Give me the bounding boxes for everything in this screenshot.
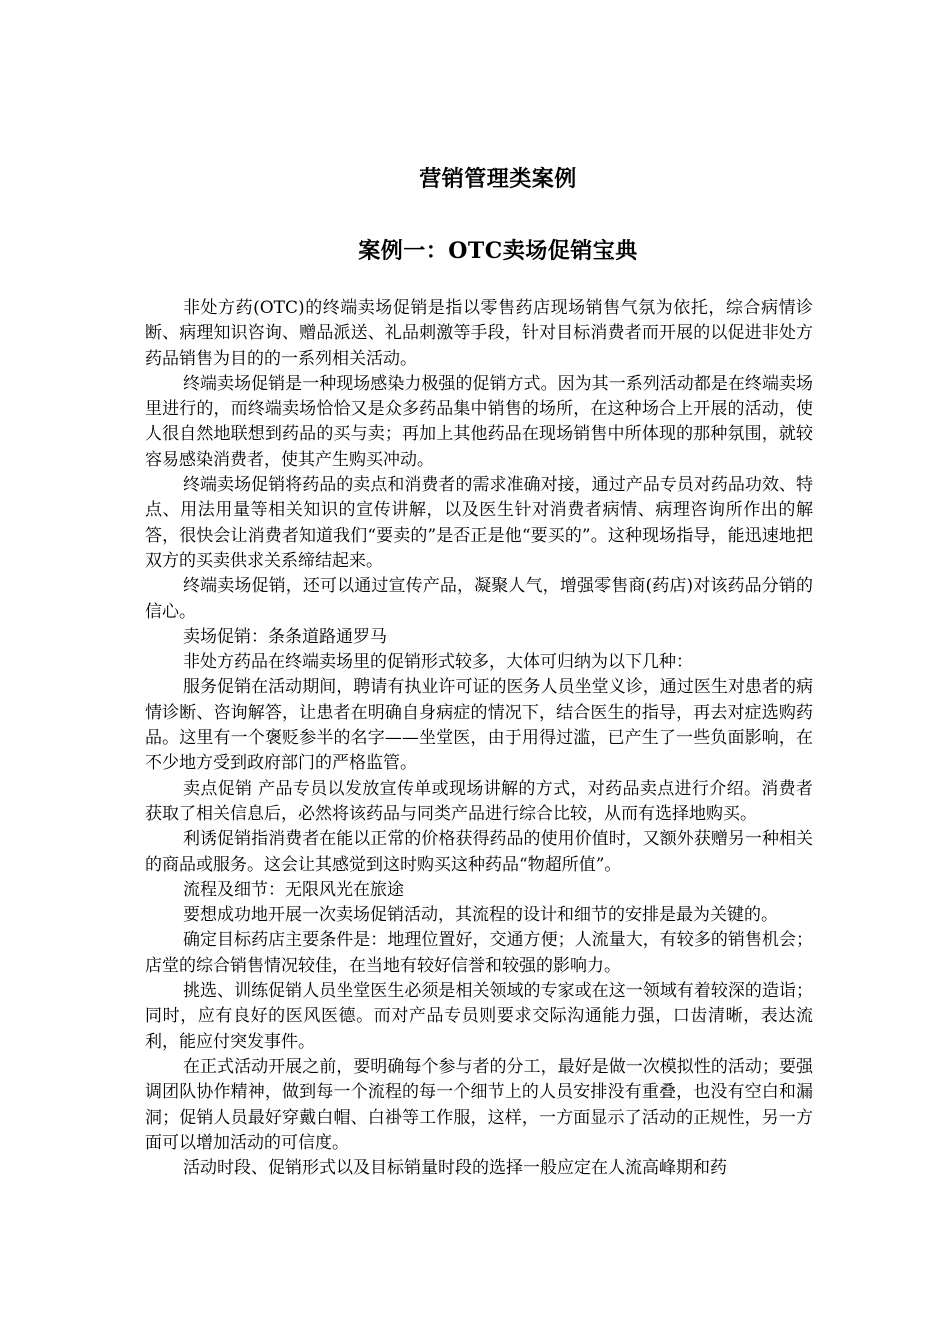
paragraph: 利诱促销指消费者在能以正常的价格获得药品的使用价值时，又额外获赠另一种相关的商品或服务。这会让其感觉到这时购买这种药品“物超所值”。 [145,829,813,875]
document-body [145,296,813,1181]
paragraph: 终端卖场促销是一种现场感染力极强的促销方式。因为其一系列活动都是在终端卖场里进行的，而终端卖场恰恰又是众多药品集中销售的场所，在这种场合上开展的活动，使人很自然地联想到药品的买与卖；再加上其他药品在现场销售中所体现的那种氛围，就较容易感染消费者，使其产生购买冲动。 [145,373,813,470]
section-heading: 卖场促销：条条道路通罗马 [183,626,387,647]
paragraph: 非处方药(OTC)的终端卖场促销是指以零售药店现场销售气氛为依托，综合病情诊断、病理知识咨询、赠品派送、礼品刺激等手段，针对目标消费者而开展的以促进非处方药品销售为目的的一系列相关活动。 [145,298,813,369]
paragraph: 要想成功地开展一次卖场促销活动，其流程的设计和细节的安排是最为关键的。 [183,905,778,926]
paragraph: 服务促销在活动期间，聘请有执业许可证的医务人员坐堂义诊，通过医生对患者的病情诊断、咨询解答，让患者在明确自身病症的情况下，结合医生的指导，再去对症选购药品。这里有一个褒贬参半的名字——坐堂医，由于用得过滥，已产生了一些负面影响，在不少地方受到政府部门的严格监管。 [145,677,813,774]
paragraph: 活动时段、促销形式以及目标销量时段的选择一般应定在人流高峰期和药 [183,1158,727,1179]
paragraph: 终端卖场促销将药品的卖点和消费者的需求准确对接，通过产品专员对药品功效、特点、用法用量等相关知识的宣传讲解，以及医生针对消费者病情、病理咨询所作出的解答，很快会让消费者知道我们“要卖的”是否正是他“要买的”。这种现场指导，能迅速地把双方的买卖供求关系缔结起来。 [145,475,813,571]
paragraph: 卖点促销 产品专员以发放宣传单或现场讲解的方式，对药品卖点进行介绍。消费者获取了相关信息后，必然将该药品与同类产品进行综合比较，从而有选择地购买。 [145,778,813,824]
section-heading: 流程及细节：无限风光在旅途 [183,879,404,900]
paragraph: 挑选、训练促销人员坐堂医生必须是相关领域的专家或在这一领域有着较深的造诣；同时，应有良好的医风医德。而对产品专员则要求交际沟通能力强，口齿清晰，表达流利，能应付突发事件。 [145,981,813,1052]
case-title: 案例一：OTC卖场促销宝典 [358,238,638,264]
document-title: 营销管理类案例 [419,166,577,192]
paragraph: 在正式活动开展之前，要明确每个参与者的分工，最好是做一次模拟性的活动；要强调团队协作精神，做到每一个流程的每一个细节上的人员安排没有重叠，也没有空白和漏洞；促销人员最好穿戴白帽、白褂等工作服，这样，一方面显示了活动的正规性，另一方面可以增加活动的可信度。 [145,1056,813,1153]
paragraph: 终端卖场促销，还可以通过宣传产品，凝聚人气，增强零售商(药店)对该药品分销的信心。 [145,576,813,622]
paragraph: 非处方药品在终端卖场里的促销形式较多，大体可归纳为以下几种： [183,652,693,673]
paragraph: 确定目标药店主要条件是：地理位置好，交通方便；人流量大，有较多的销售机会；店堂的综合销售情况较佳，在当地有较好信誉和较强的影响力。 [145,930,813,976]
